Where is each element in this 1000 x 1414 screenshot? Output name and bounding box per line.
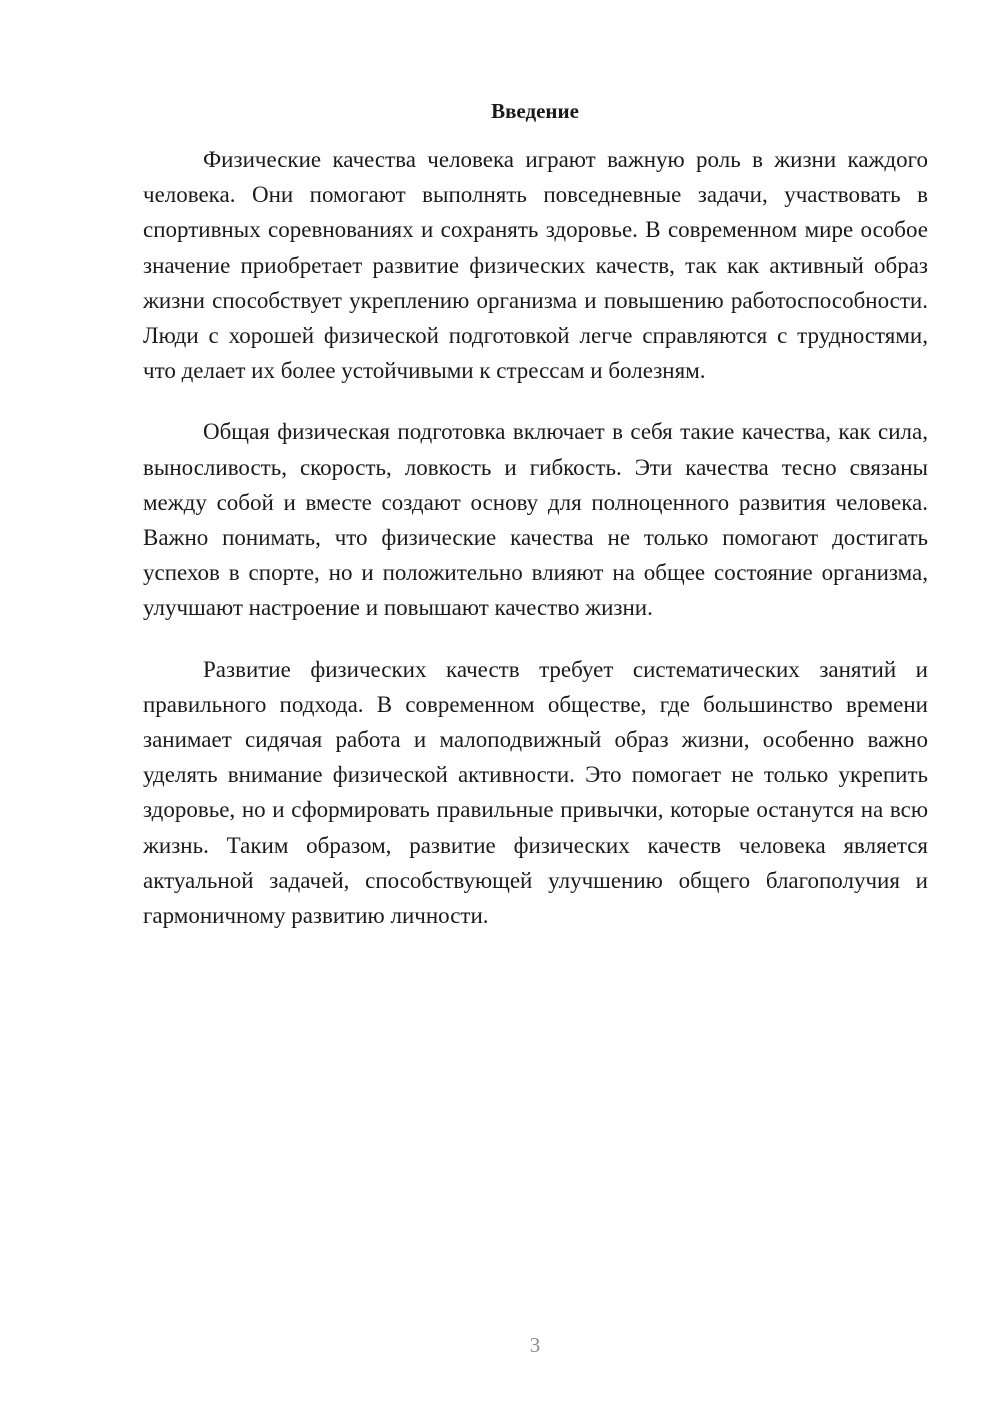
paragraph-3: Развитие физических качеств требует систематических занятий и правильного подхода. В современном обществе, где большинство времени занимает сидячая работа и малоподвижный образ жизни, особенно важно уделять внимание физической активности. Это помогает не только укрепить здоровье, но и сформировать правильные привычки, которые останутся на всю жизнь. Таким образом, развитие физических качеств человека является актуальной задачей, способствующей улучшению общего благополучия и гармоничному развитию личности. — [143, 656, 928, 929]
paragraph-1: Физические качества человека играют важную роль в жизни каждого человека. Они помогают выполнять повседневные задачи, участвовать в спортивных соревнованиях и сохранять здоровье. В современном мире особое значение приобретает развитие физических качеств, так как активный образ жизни способствует укреплению организма и повышению работоспособности. Люди с хорошей физической подготовкой легче справляются с трудностями, что делает их более устойчивыми к стрессам и болезням. — [143, 147, 928, 384]
page-number: 3 — [529, 1333, 541, 1357]
paragraph-2: Общая физическая подготовка включает в себя такие качества, как сила, выносливость, скорость, ловкость и гибкость. Эти качества тесно связаны между собой и вместе создают основу для полноценного развития человека. Важно понимать, что физические качества не только помогают достигать успехов в спорте, но и положительно влияют на общее состояние организма, улучшают настроение и повышают качество жизни. — [143, 419, 928, 621]
body-text — [143, 142, 928, 933]
page-title: Введение — [491, 99, 579, 123]
